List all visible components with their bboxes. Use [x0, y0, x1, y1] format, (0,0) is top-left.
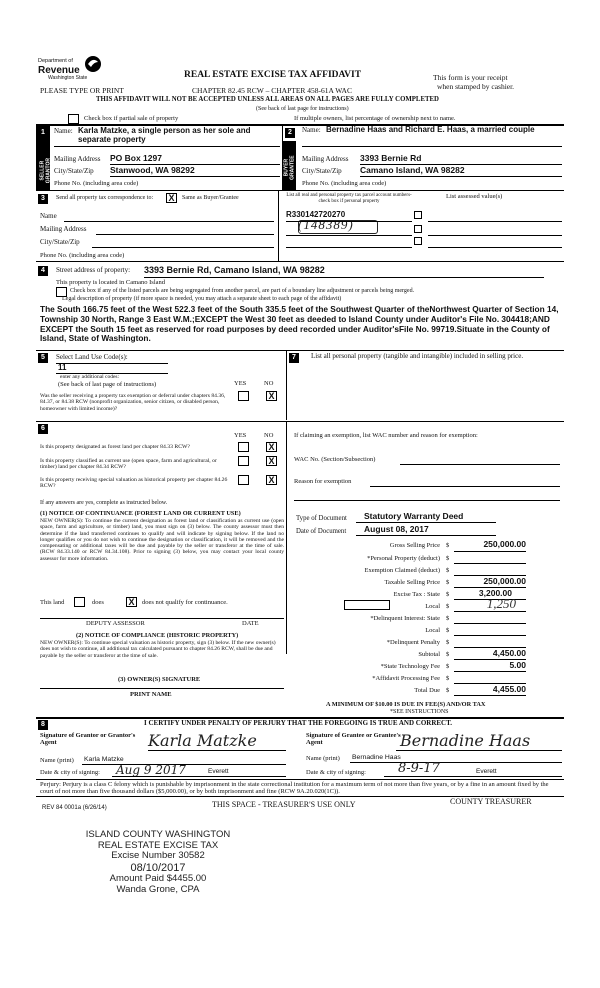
seller-addr: PO Box 1297	[110, 153, 162, 163]
forest-yes[interactable]	[238, 442, 249, 452]
forest-no[interactable]: X	[266, 442, 277, 452]
subtotal-label: Subtotal	[418, 651, 440, 658]
no-header-5: NO	[264, 380, 274, 387]
dor-line2: Revenue	[38, 65, 80, 76]
yes-header-5: YES	[234, 380, 247, 387]
personal-label: *Personal Property (deduct)	[367, 555, 440, 562]
buyer-addr: 3393 Bernie Rd	[360, 153, 422, 163]
parcel-handwritten: (148389)	[298, 217, 354, 232]
section8-number: 8	[38, 720, 48, 730]
reason-label: Reason for exemption	[294, 478, 352, 485]
tech-value: 5.00	[509, 660, 526, 670]
buyer-city: Camano Island, WA 98282	[360, 165, 465, 175]
wac-label: WAC No. (Section/Subsection)	[294, 456, 376, 463]
subtotal-value: 4,450.00	[492, 648, 526, 658]
land-use-section	[36, 351, 286, 421]
if-yes-note: If any answers are yes, complete as instructed below.	[40, 500, 168, 506]
additional-codes: enter any additional codes:	[60, 374, 120, 380]
receipt-2: when stamped by cashier.	[437, 82, 515, 91]
q-forest: Is this property designated as forest land per chapter 84.33 RCW?	[40, 444, 190, 450]
land-use-see-back: (See back of last page of instructions)	[58, 381, 157, 388]
buyer-number: 2	[285, 128, 295, 138]
buyer-side-label: BUYER GRANTEE	[283, 155, 295, 180]
penalty-label: *Delinquent Penalty	[386, 639, 440, 646]
tax-table: Gross Selling Price $ 250,000.00 *Personal Property (deduct) $ Exemption Claimed (deduct) $ Taxable Selling Price $ 250,000.00 Excise Tax : State $ 3,200.00 Local $ 1,250 *Delinquent Interest: State $ Local $ *Delinquent Penalty $ Subtotal $ 4,450.00 *State Technology Fee $ 5.00 *Affidavit Processing Fee $	[290, 538, 560, 688]
grantor-city: Everett	[208, 768, 229, 775]
buyer-section	[282, 125, 564, 190]
grantee-signature: Bernadine Haas	[400, 731, 531, 750]
gross-value: 250,000.00	[483, 539, 526, 549]
excise-state-value: 3,200.00	[478, 588, 512, 598]
grantee-date-label: Date & city of signing:	[306, 769, 366, 776]
does-not-label: does not qualify for continuance.	[142, 599, 228, 606]
doc-type: Statutory Warranty Deed	[364, 511, 464, 521]
seller-phone-label: Phone No. (including area code)	[54, 180, 139, 187]
tech-label: *State Technology Fee	[380, 663, 440, 670]
partial-sale-label: Check box if partial sale of property	[84, 115, 179, 122]
property-section	[36, 262, 564, 344]
this-land-label: This land	[40, 599, 65, 606]
see-back: (See back of last page for instructions)	[256, 106, 349, 112]
see-instructions: *SEE INSTRUCTIONS	[390, 709, 449, 715]
grantor-date-label: Date & city of signing:	[40, 769, 100, 776]
excise-label: Excise Tax : State	[393, 591, 440, 598]
grantor-signature: Karla Matzke	[148, 731, 257, 750]
dor-line1: Department of	[38, 58, 73, 64]
corr-phone-label: Phone No. (including area code)	[40, 252, 125, 259]
stamp-line5: Amount Paid $4455.00	[109, 873, 207, 885]
corr-city-label: City/State/Zip	[40, 238, 80, 246]
taxable-label: Taxable Selling Price	[384, 579, 440, 586]
historic-yes[interactable]	[238, 475, 249, 485]
legal-description: The South 166.75 feet of the West 522.3 feet of the South 335.5 feet of the Southwest Quarter of theNorthwest Quarter of Section 14, Township 30 North, Range 3 East W.M.;EXCEPT the West 30 feet as deeded to Island County under Auditor's File No. 304418;AND EXCEPT the South 15 feet as reserved for road purposes by deed recorded under Auditor'sFile No. 99719.Situate in the County of Island, State of Washington.	[40, 304, 559, 344]
grantor-name: Karla Matzke	[84, 756, 124, 763]
exemption-question: Was the seller receiving a property tax exemption or deferral under chapters 84.36, 84.37, or 84.38 RCW (nonprofit organization, senior citizen, or disabled person, homeowner with limited income)?	[40, 393, 226, 412]
certify-statement: I CERTIFY UNDER PENALTY OF PERJURY THAT THE FOREGOING IS TRUE AND CORRECT.	[144, 719, 453, 727]
seller-name: Karla Matzke, a single person as her sole and separate property	[78, 126, 251, 144]
gross-dollar: $	[446, 542, 450, 549]
treasurer-space: THIS SPACE - TREASURER'S USE ONLY	[212, 800, 356, 809]
county-treasurer: COUNTY TREASURER	[450, 797, 532, 806]
stamp-line4: 08/10/2017	[130, 861, 186, 874]
buyer-name: Bernadine Haas and Richard E. Haas, a married couple	[326, 125, 535, 134]
dor-logo	[38, 56, 108, 84]
personal-property-section	[287, 351, 564, 421]
section6-number: 6	[38, 424, 48, 434]
total-label: Total Due	[414, 687, 440, 694]
warning: THIS AFFIDAVIT WILL NOT BE ACCEPTED UNLESS ALL AREAS ON ALL PAGES ARE FULLY COMPLETED	[96, 96, 439, 103]
local-label: Local	[425, 603, 440, 610]
dor-line3: Washington State	[48, 75, 88, 81]
buyer-city-label: City/State/Zip	[302, 167, 342, 175]
yes-header-6: YES	[234, 432, 247, 439]
doc-date-label: Date of Document	[296, 528, 347, 535]
seller-side-label: SELLER GRANTOR	[39, 158, 51, 184]
section4-number: 4	[38, 266, 48, 276]
street-address: 3393 Bernie Rd, Camano Island, WA 98282	[144, 265, 325, 275]
buyer-name-label: Name:	[302, 126, 321, 134]
same-as-buyer-checkbox[interactable]: X	[166, 193, 177, 203]
does-checkbox[interactable]	[74, 597, 85, 607]
receipt-1: This form is your receipt	[433, 73, 508, 82]
treasurer-stamp	[58, 830, 258, 895]
seller-city: Stanwood, WA 98292	[110, 165, 195, 175]
buyer-addr-label: Mailing Address	[302, 155, 349, 163]
street-label: Street address of property:	[56, 266, 131, 274]
does-label: does	[92, 599, 104, 606]
perjury-statement: Perjury: Perjury is a class C felony which is punishable by imprisonment in the state correctional institution for a maximum term of not more than five years, or by a fine in an amount fixed by the court of not more than five thousand dollars ($5,000.00), or by both imprisonment and fine (RCW 9A.20.020(1C)).	[40, 781, 549, 796]
parcel-header: List all real and personal property tax parcel account numbers-check box if personal property	[286, 193, 412, 204]
q-current-use: Is this property classified as current use (open space, farm and agricultural, or timber) land per chapter 84.34 RCW?	[40, 458, 217, 471]
q-historic: Is this property receiving special valuation as historical property per chapter 84.26 RCW?	[40, 477, 228, 490]
section6	[36, 422, 286, 654]
multiple-owners: If multiple owners, list percentage of ownership next to name.	[294, 115, 456, 122]
grantee-sig-label: Signature of Grantee or Grantee's Agent	[306, 732, 401, 747]
parcel-number: R330142720270	[286, 210, 346, 219]
seller-city-label: City/State/Zip	[54, 167, 94, 175]
notice1-text: NEW OWNER(S): To continue the current designation as forest land or classification as current use (open space, farm and agriculture, or timber) land, you must sign on (3) below. The county assessor must then determine if the land transferred continues to qualify and will indicate by signing below. If the land no longer qualifies or you do not wish to continue the designation or classification, it will be removed and the compensating or additional taxes will be due and payable by the seller or transferor at the time of sale. (RCW 84.33.140 or RCW 84.34.108). Prior to signing (3) below, you may contact your local county assessor for more information.	[40, 518, 284, 562]
rev-number: REV 84 0001a (6/26/14)	[42, 805, 107, 811]
doc-date: August 08, 2017	[364, 524, 429, 534]
current-use-no[interactable]: X	[266, 456, 277, 466]
located-in: This property is located in Camano Island	[56, 279, 166, 286]
please-print: PLEASE TYPE OR PRINT	[40, 86, 124, 95]
land-use-label: Select Land Use Code(s):	[56, 353, 128, 361]
partial-sale-checkbox[interactable]	[68, 114, 79, 124]
grantor-name-label: Name (print)	[40, 757, 74, 764]
form-title: REAL ESTATE EXCISE TAX AFFIDAVIT	[184, 70, 362, 80]
grantee-city: Everett	[476, 768, 497, 775]
section3-number: 3	[38, 194, 48, 204]
seller-number: 1	[38, 128, 48, 138]
section7-number: 7	[289, 353, 299, 363]
total-value: 4,455.00	[492, 684, 526, 694]
taxable-value: 250,000.00	[483, 576, 526, 586]
correspondence-label: Send all property tax correspondence to:	[56, 195, 154, 201]
exemption-no[interactable]: X	[266, 391, 277, 401]
grantee-name-label: Name (print)	[306, 755, 340, 762]
chapter: CHAPTER 82.45 RCW – CHAPTER 458-61A WAC	[192, 86, 352, 95]
total-dollar: $	[446, 687, 450, 694]
seller-addr-label: Mailing Address	[54, 155, 101, 163]
stamp-line3: Excise Number 30582	[111, 850, 205, 862]
minimum-note: A MINIMUM OF $10.00 IS DUE IN FEE(S) AND/OR TAX	[326, 701, 486, 708]
corr-mailing-label: Mailing Address	[40, 225, 87, 233]
owner-signature-label: (3) OWNER(S) SIGNATURE	[118, 676, 201, 683]
legal-label: Legal description of property (if more space is needed, you may attach a separate sheet to each page of the affidavit)	[62, 296, 342, 302]
assessed-header: List assessed value(s)	[446, 193, 503, 200]
notice1-title: (1) NOTICE OF CONTINUANCE (FOREST LAND OR CURRENT USE)	[40, 510, 241, 517]
doc-type-label: Type of Document	[296, 515, 347, 522]
segregation-label: Check box if any of the listed parcels are being segregated from another parcel, are part of a boundary line adjustment or parcels being merged.	[70, 288, 415, 294]
same-as-buyer-label: Same as Buyer/Grantee	[182, 195, 239, 201]
land-use-code: 11	[58, 363, 67, 372]
grantee-date: 8-9-17	[398, 761, 440, 776]
local-value: 1,250	[486, 596, 516, 611]
stamp-line1: ISLAND COUNTY WASHINGTON	[85, 829, 231, 840]
grantee-name: Bernadine Haas	[352, 754, 401, 761]
notice2-text: NEW OWNER(S): To continue special valuation as historic property, sign (3) below. If the new owner(s) does not wish to continue, all additional tax calculated pursuant to chapter 84.26 RCW, shall be due and payable by the seller or transferor at the time of sale.	[40, 640, 276, 659]
deputy-assessor: DEPUTY ASSESSOR	[86, 620, 145, 627]
exemption-yes[interactable]	[238, 391, 249, 401]
current-use-yes[interactable]	[238, 456, 249, 466]
personal-property-label: List all personal property (tangible and intangible) included in selling price.	[311, 352, 524, 360]
exemption-label: Exemption Claimed (deduct)	[364, 567, 440, 574]
grantor-date: Aug 9 2017	[116, 763, 186, 777]
tax-correspondence-section	[36, 191, 564, 261]
stamp-line6: Wanda Grone, CPA	[116, 883, 200, 895]
notice2-title: (2) NOTICE OF COMPLIANCE (HISTORIC PROPERTY)	[76, 632, 239, 639]
local2-label: Local	[425, 627, 440, 634]
does-not-checkbox[interactable]: X	[126, 597, 137, 607]
buyer-phone-label: Phone No. (including area code)	[302, 180, 387, 187]
grantor-sig-label: Signature of Grantor or Grantor's Agent	[40, 732, 136, 747]
seller-name-label: Name:	[54, 127, 73, 135]
stamp-line2: REAL ESTATE EXCISE TAX	[97, 839, 219, 851]
dor-logo-icon	[82, 54, 104, 74]
no-header-6: NO	[264, 432, 274, 439]
section5-number: 5	[38, 353, 48, 363]
print-name-label: PRINT NAME	[130, 691, 172, 698]
exemption-claim: If claiming an exemption, list WAC number and reason for exemption:	[294, 432, 478, 439]
corr-name-label: Name	[40, 212, 57, 220]
affidavit-label: *Affidavit Processing Fee	[372, 675, 440, 682]
historic-no[interactable]: X	[266, 475, 277, 485]
gross-label: Gross Selling Price	[389, 542, 440, 549]
seller-section	[36, 125, 282, 190]
delinquent-label: *Delinquent Interest: State	[370, 615, 440, 622]
deputy-date: DATE	[242, 620, 259, 627]
